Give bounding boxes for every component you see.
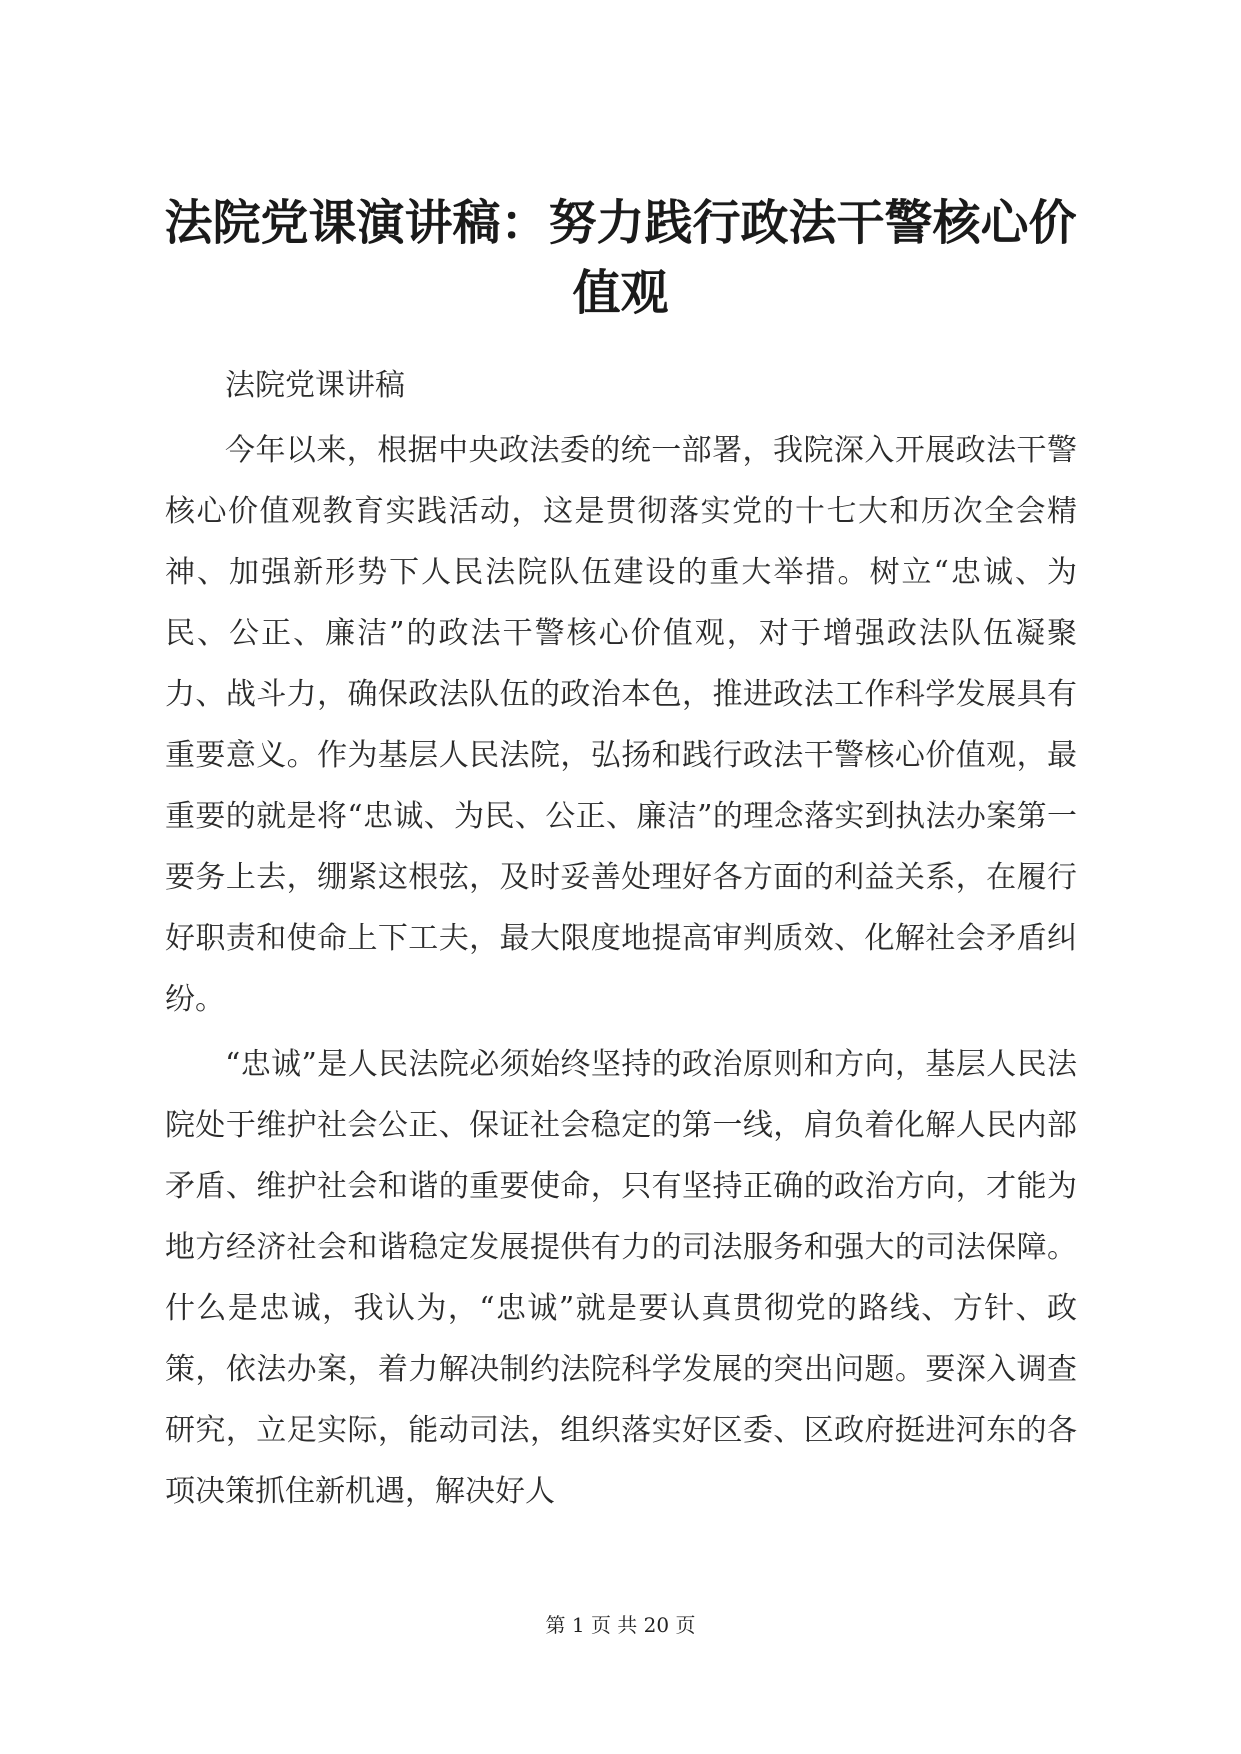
document-subtitle: 法院党课讲稿: [225, 368, 405, 403]
paragraph: 今年以来，根据中央政法委的统一部署，我院深入开展政法干警核心价值观教育实践活动，这是贯彻落实党的十七大和历次全会精神、加强新形势下人民法院队伍建设的重大举措。树立“忠诚、为民、公正、廉洁”的政法干警核心价值观，对于增强政法队伍凝聚力、战斗力，确保政法队伍的政治本色，推进政法工作科学发展具有重要意义。作为基层人民法院，弘扬和践行政法干警核心价值观，最重要的就是将“忠诚、为民、公正、廉洁”的理念落实到执法办案第一要务上去，绷紧这根弦，及时妥善处理好各方面的利益关系，在履行好职责和使命上下工夫，最大限度地提高审判质效、化解社会矛盾纠纷。: [165, 433, 1077, 1017]
paragraph: “忠诚”是人民法院必须始终坚持的政治原则和方向，基层人民法院处于维护社会公正、保证社会稳定的第一线，肩负着化解人民内部矛盾、维护社会和谐的重要使命，只有坚持正确的政治方向，才能为地方经济社会和谐稳定发展提供有力的司法服务和强大的司法保障。什么是忠诚，我认为，“忠诚”就是要认真贯彻党的路线、方针、政策，依法办案，着力解决制约法院科学发展的突出问题。要深入调查研究，立足实际，能动司法，组织落实好区委、区政府挺进河东的各项决策抓住新机遇，解决好人: [165, 1047, 1077, 1509]
document-body: [165, 355, 1077, 1526]
page-number-footer: 第 1 页 共 20 页: [545, 1613, 696, 1637]
document-title: 法院党课演讲稿：努力践行政法干警核心价值观: [164, 195, 1077, 321]
